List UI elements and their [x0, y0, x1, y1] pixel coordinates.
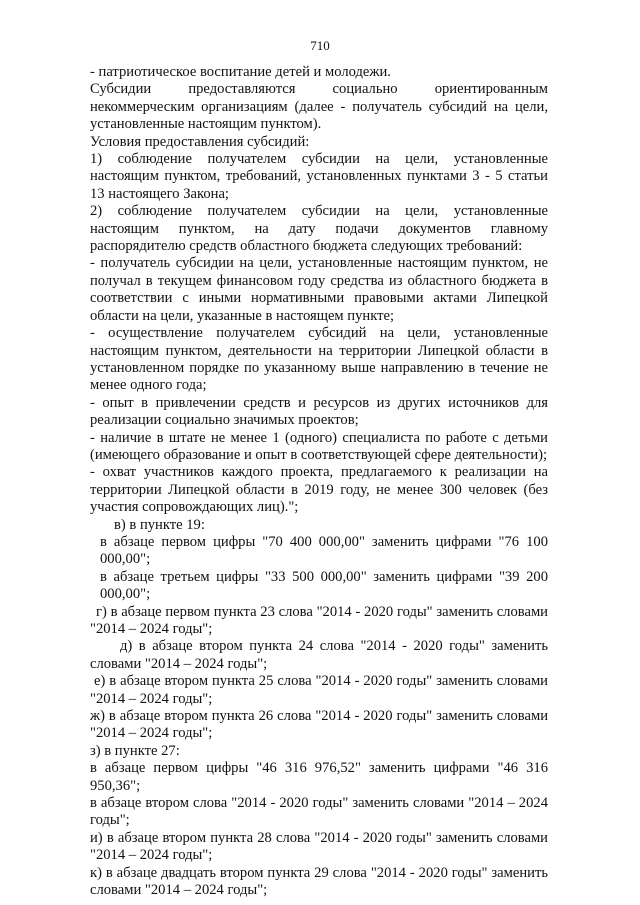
paragraph: в абзаце третьем цифры "33 500 000,00" заменить цифрами "39 200 000,00";	[100, 568, 548, 603]
paragraph: в абзаце первом цифры "46 316 976,52" заменить цифрами "46 316 950,36";	[90, 760, 548, 794]
paragraph: - охват участников каждого проекта, предлагаемого к реализации на территории Липецкой области в 2019 году, не менее 300 человек (без участия сопровождающих лиц).";	[90, 464, 548, 516]
paragraph: 2) соблюдение получателем субсидии на цели, установленные настоящим пунктом, на дату подачи документов главному распорядителю средств областного бюджета следующих требований:	[90, 203, 548, 255]
paragraph: - наличие в штате не менее 1 (одного) специалиста по работе с детьми (имеющего образование и опыт в соответствующей сфере деятельности);	[90, 429, 548, 463]
page-number: 710	[310, 38, 330, 53]
paragraph: д) в абзаце втором пункта 24 слова "2014 - 2020 годы" заменить словами "2014 – 2024 годы";	[90, 638, 548, 672]
paragraph: г) в абзаце первом пункта 23 слова "2014 - 2020 годы" заменить словами "2014 – 2024 годы";	[90, 603, 548, 637]
paragraph: в абзаце первом цифры "70 400 000,00" заменить цифрами "76 100 000,00";	[100, 533, 548, 568]
paragraph: - патриотическое воспитание детей и молодежи.	[90, 64, 391, 80]
paragraph: - опыт в привлечении средств и ресурсов из других источников для реализации социально значимых проектов;	[90, 394, 548, 429]
paragraph: е) в абзаце втором пункта 25 слова "2014 - 2020 годы" заменить словами "2014 – 2024 годы";	[90, 673, 548, 707]
paragraph: к) в абзаце двадцать втором пункта 29 слова "2014 - 2020 годы" заменить словами "2014 – 2024 годы";	[90, 864, 548, 899]
paragraph: - осуществление получателем субсидий на цели, установленные настоящим пунктом, деятельности на территории Липецкой области в установленном порядке по указанному выше направлению в течение не менее одного года;	[90, 325, 548, 394]
paragraph: в абзаце втором слова "2014 - 2020 годы" заменить словами "2014 – 2024 годы";	[90, 795, 548, 829]
paragraph: ж) в абзаце втором пункта 26 слова "2014 - 2020 годы" заменить словами "2014 – 2024 годы";	[90, 708, 548, 742]
paragraph: и) в абзаце втором пункта 28 слова "2014 - 2020 годы" заменить словами "2014 – 2024 годы";	[90, 829, 548, 864]
paragraph: 1) соблюдение получателем субсидии на цели, установленные настоящим пунктом, требований, установленных пунктами 3 - 5 статьи 13 настоящего Закона;	[90, 151, 548, 202]
paragraph: Субсидии предоставляются социально ориентированным некоммерческим организациям (далее - получатель субсидий на цели, установленные настоящим пунктом).	[90, 81, 548, 133]
paragraph: Условия предоставления субсидий:	[90, 133, 310, 150]
paragraph: в) в пункте 19:	[114, 516, 205, 533]
document-body	[90, 64, 548, 900]
paragraph: з) в пункте 27:	[90, 742, 180, 759]
paragraph: - получатель субсидии на цели, установленные настоящим пунктом, не получал в текущем финансовом году средства из областного бюджета в соответствии с иными нормативными правовыми актами Липецкой области на цели, указанные в настоящем пункте;	[90, 255, 548, 324]
